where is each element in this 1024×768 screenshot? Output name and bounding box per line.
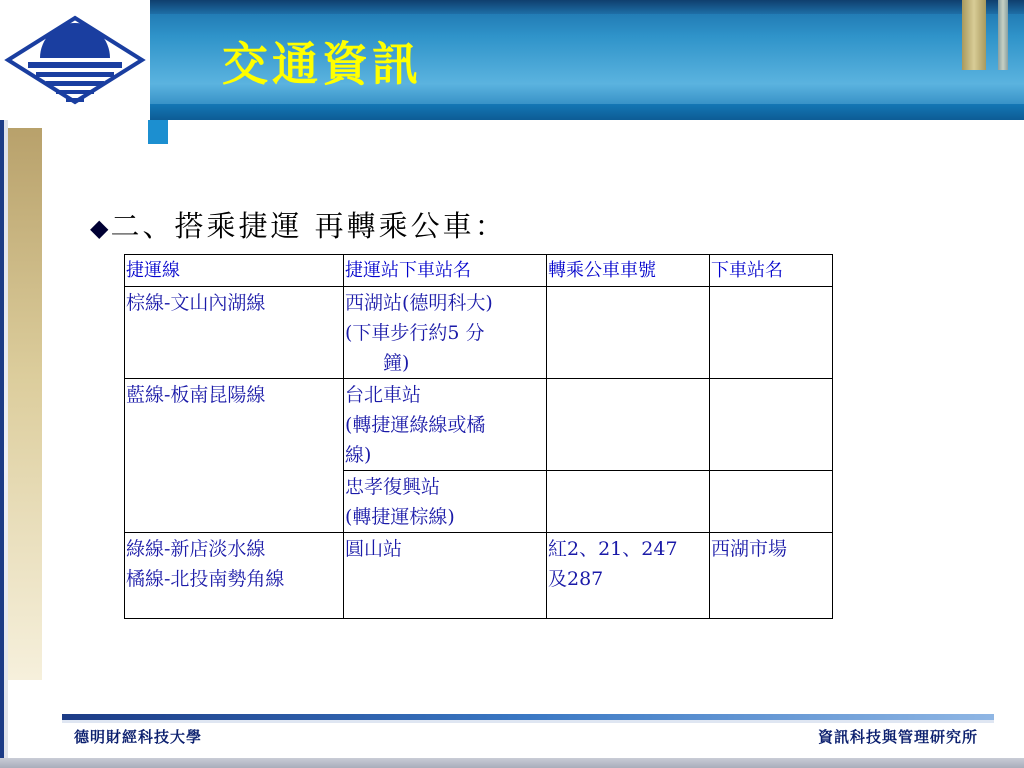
cell-station [344, 471, 547, 533]
cell-stop [710, 379, 833, 471]
header-top-shade [148, 0, 1024, 14]
station-line: (下車步行約5 分 [345, 322, 485, 344]
footer-institute-name: 資訊科技與管理研究所 [817, 728, 978, 746]
cell-stop [710, 287, 833, 379]
cell-station [344, 379, 547, 471]
bus-line: 紅2、21、247 [548, 538, 678, 560]
station-line: 台北車站 [345, 384, 422, 406]
line-entry: 綠線-新店淡水線 [126, 538, 266, 560]
station-line: 西湖站(德明科大) [345, 292, 493, 314]
cell-line: 棕線-文山內湖線 [125, 287, 344, 379]
cell-bus [547, 379, 710, 471]
header-cell-mrt-line: 捷運線 [125, 255, 344, 287]
station-line: 圓山站 [345, 538, 403, 560]
bottom-edge [0, 758, 1024, 768]
university-logo-icon [0, 0, 150, 120]
footer-university-name: 德明財經科技大學 [74, 728, 203, 746]
cell-station [344, 287, 547, 379]
cell-bus [547, 533, 710, 619]
footer-divider-light [62, 720, 994, 723]
station-line: 忠孝復興站 [345, 476, 441, 498]
cell-stop [710, 471, 833, 533]
bus-line: 及287 [548, 568, 604, 590]
page-title: 交通資訊 [222, 37, 422, 91]
logo-area [0, 0, 150, 120]
header-cell-stop: 下車站名 [710, 255, 833, 287]
line-entry: 橘線-北投南勢角線 [126, 568, 285, 590]
station-line: (轉捷運綠線或橘 [345, 414, 486, 436]
transit-table [124, 254, 833, 619]
cell-line: 藍線-板南昆陽線 [125, 379, 344, 533]
header-cell-station: 捷運站下車站名 [344, 255, 547, 287]
left-gold-stripe [8, 128, 42, 680]
header-accent-block [148, 120, 168, 144]
diamond-bullet-icon: ◆ [90, 214, 109, 242]
section-subtitle [90, 204, 507, 245]
cell-bus [547, 287, 710, 379]
cell-stop: 西湖市場 [710, 533, 833, 619]
header-bottom-shade [148, 104, 1024, 120]
station-line: (轉捷運棕線) [345, 506, 455, 528]
cell-bus [547, 471, 710, 533]
table-row [125, 533, 833, 619]
header-cell-bus-number: 轉乘公車車號 [547, 255, 710, 287]
station-line: 線) [345, 444, 372, 466]
subtitle-text: 二、搭乘捷運 再轉乘公車： [110, 209, 507, 243]
cell-station [344, 533, 547, 619]
table-row [125, 287, 833, 379]
station-line: 鐘) [383, 352, 410, 374]
header-gold-tab [962, 0, 986, 70]
table-header-row [125, 255, 833, 287]
header-silver-tab [998, 0, 1008, 70]
cell-line [125, 533, 344, 619]
table-row [125, 379, 833, 471]
